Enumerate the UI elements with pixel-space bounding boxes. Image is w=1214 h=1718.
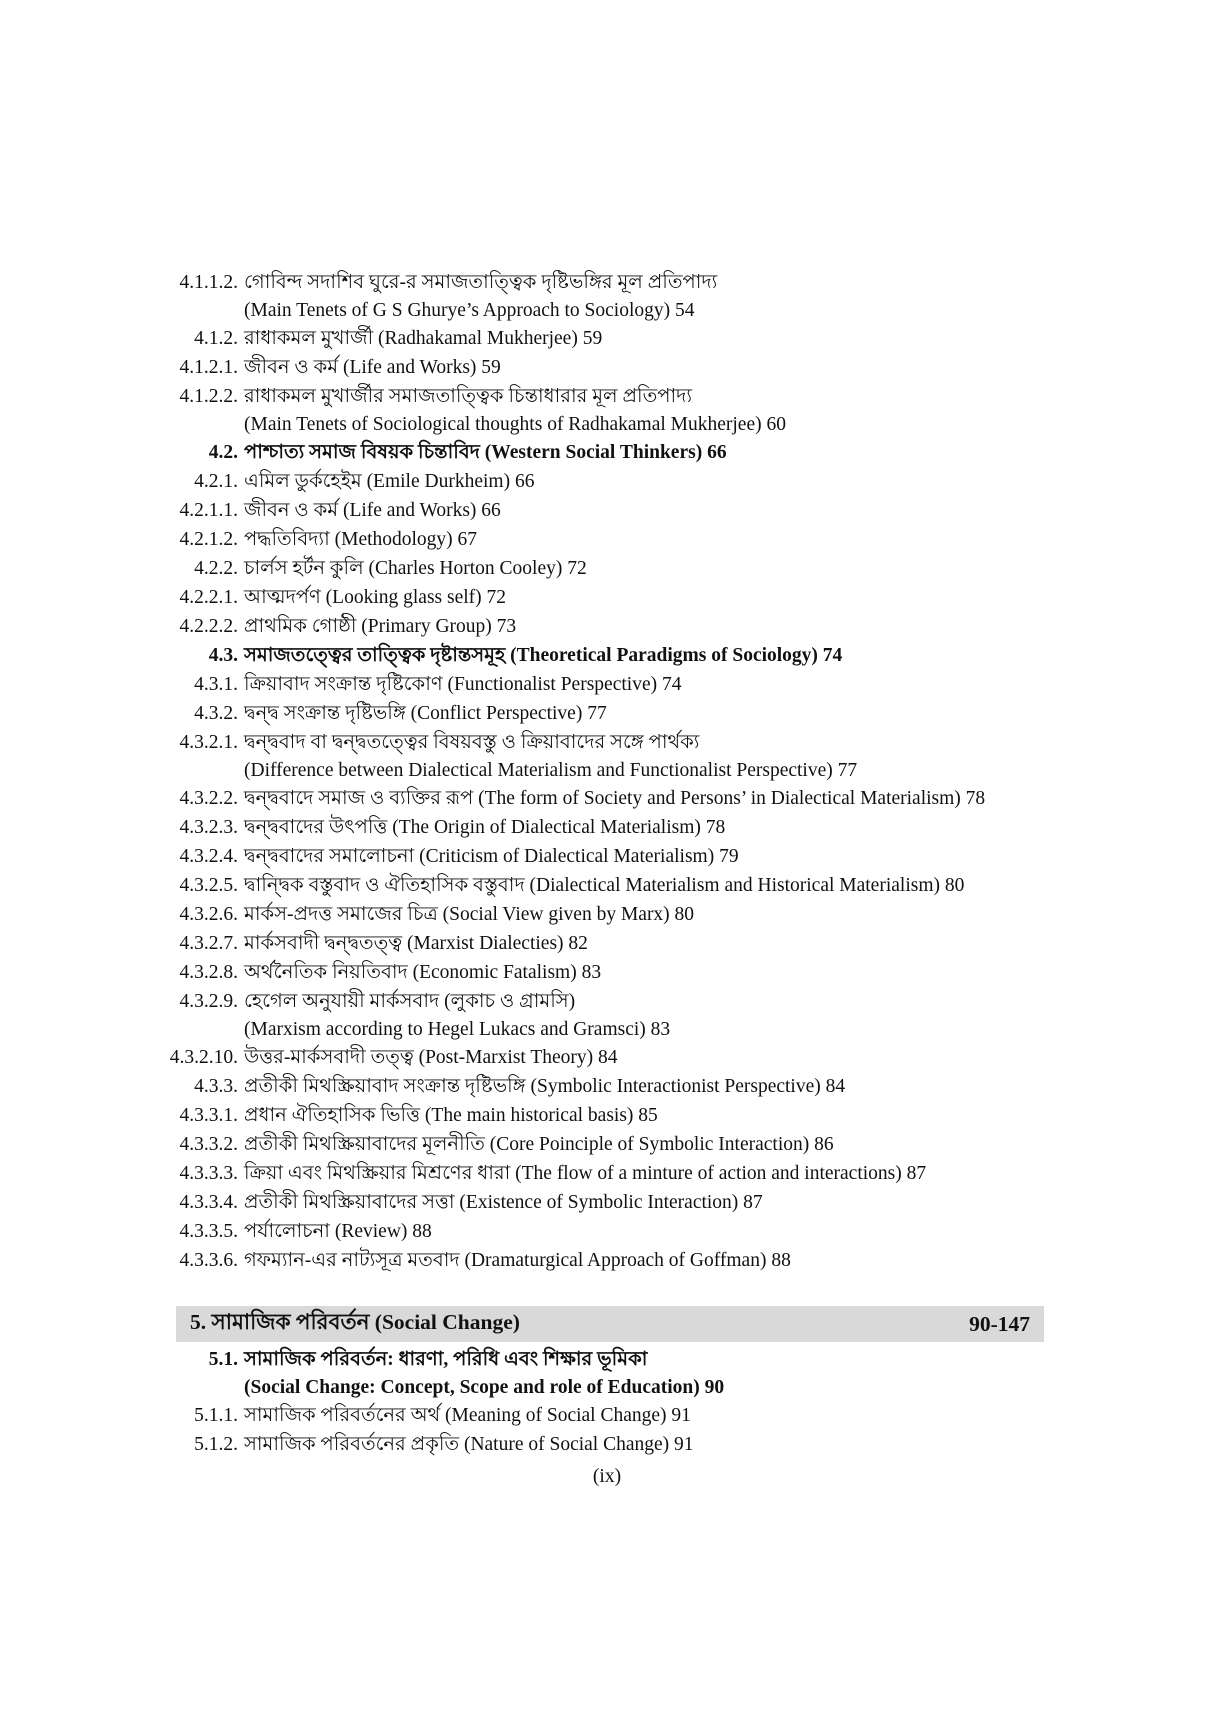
toc-entry-number: 5.1.2. — [194, 1434, 238, 1455]
page-number: (ix) — [592, 1466, 622, 1487]
toc-entry-title: মার্কস-প্রদত্ত সমাজের চিত্র (Social View given by Marx) 80 — [244, 904, 695, 925]
toc-entry-number: 5.1. — [208, 1349, 238, 1370]
toc-entry — [160, 1345, 1060, 1374]
toc-entry-title: দ্বন্দ্ব সংক্রান্ত দৃষ্টিভঙ্গি (Conflict Perspective) 77 — [244, 703, 607, 724]
toc-entry-number: 4.3.2.6. — [179, 904, 238, 925]
toc-entry-continuation: (Main Tenets of Sociological thoughts of Radhakamal Mukherjee) 60 — [244, 414, 786, 435]
toc-entry — [160, 1246, 1060, 1275]
toc-entry-number: 4.3.1. — [194, 674, 238, 695]
toc-entry-title: প্রধান ঐতিহাসিক ভিত্তি (The main historical basis) 85 — [244, 1105, 658, 1126]
toc-entry — [160, 784, 1060, 813]
toc-entry — [160, 496, 1060, 525]
toc-entry-title: সামাজিক পরিবর্তনের প্রকৃতি (Nature of Social Change) 91 — [244, 1434, 694, 1455]
toc-entry-title: গফম্যান-এর নাট্যসূত্র মতবাদ (Dramaturgical Approach of Goffman) 88 — [244, 1250, 791, 1271]
toc-entry — [160, 554, 1060, 583]
toc-entry-title: পাশ্চাত্য সমাজ বিষয়ক চিন্তাবিদ (Western Social Thinkers) 66 — [244, 442, 727, 463]
toc-entry — [160, 842, 1060, 871]
toc-entry-number: 4.3.2.1. — [179, 732, 238, 753]
toc-entry-number: 4.3.3.2. — [179, 1134, 238, 1155]
toc-entry-number: 4.3.2.3. — [179, 817, 238, 838]
toc-entry — [160, 728, 1060, 757]
toc-entry-continuation: (Social Change: Concept, Scope and role of Education) 90 — [244, 1377, 725, 1398]
toc-entry — [160, 583, 1060, 612]
toc-entry-title: চার্লস হর্টন কুলি (Charles Horton Cooley) 72 — [244, 558, 587, 579]
chapter-heading — [176, 1306, 1044, 1342]
toc-entry-number: 4.1.1.2. — [179, 272, 238, 293]
toc-entry — [160, 900, 1060, 929]
toc-entry — [160, 438, 1060, 467]
toc-entry-number: 4.3.2.10. — [169, 1047, 238, 1068]
toc-entry — [160, 1130, 1060, 1159]
toc-entry-number: 4.1.2.2. — [179, 386, 238, 407]
toc-entry-title: উত্তর-মার্কসবাদী তত্ত্ব (Post-Marxist Theory) 84 — [244, 1047, 618, 1068]
table-of-contents-continued — [160, 1345, 1060, 1459]
toc-entry-title: রাধাকমল মুখার্জী (Radhakamal Mukherjee) 59 — [244, 328, 603, 349]
table-of-contents — [160, 268, 1060, 1275]
toc-entry — [160, 525, 1060, 554]
toc-entry-title: জীবন ও কর্ম (Life and Works) 59 — [244, 357, 501, 378]
toc-entry-title: এমিল ডুর্কহেইম (Emile Durkheim) 66 — [244, 471, 535, 492]
chapter-title: 5. সামাজিক পরিবর্তন (Social Change) — [190, 1310, 520, 1334]
toc-entry — [160, 641, 1060, 670]
toc-entry-title: রাধাকমল মুখার্জীর সমাজতাত্ত্বিক চিন্তাধারার মূল প্রতিপাদ্য — [244, 386, 693, 407]
toc-entry-number: 4.3.2.5. — [179, 875, 238, 896]
toc-entry-number: 4.3.2.9. — [179, 991, 238, 1012]
toc-entry-title: ক্রিয়া এবং মিথস্ক্রিয়ার মিশ্রণের ধারা (The flow of a minture of action and interactions) 87 — [244, 1163, 927, 1184]
toc-entry — [160, 1072, 1060, 1101]
toc-entry-title: হেগেল অনুযায়ী মার্কসবাদ (লুকাচ ও গ্রামসি) — [244, 991, 576, 1012]
toc-entry — [160, 1101, 1060, 1130]
toc-entry-continuation: (Difference between Dialectical Materialism and Functionalist Perspective) 77 — [244, 760, 858, 781]
toc-entry — [160, 382, 1060, 411]
toc-entry-number: 4.3.2. — [194, 703, 238, 724]
toc-entry — [160, 1043, 1060, 1072]
toc-entry-number: 4.3.2.4. — [179, 846, 238, 867]
toc-entry-number: 4.3.2.2. — [179, 788, 238, 809]
toc-entry-number: 4.3.2.8. — [179, 962, 238, 983]
toc-entry — [160, 871, 1060, 900]
toc-entry-title: পদ্ধতিবিদ্যা (Methodology) 67 — [244, 529, 478, 550]
toc-entry — [160, 1188, 1060, 1217]
toc-entry-number: 4.3.2.7. — [179, 933, 238, 954]
toc-entry-title: গোবিন্দ সদাশিব ঘুরে-র সমাজতাত্ত্বিক দৃষ্টিভঙ্গির মূল প্রতিপাদ্য — [244, 272, 718, 293]
toc-entry-number: 4.2.1. — [194, 471, 238, 492]
toc-entry — [160, 268, 1060, 297]
toc-entry-title: প্রাথমিক গোষ্ঠী (Primary Group) 73 — [244, 616, 517, 637]
toc-entry-title: প্রতীকী মিথস্ক্রিয়াবাদের সত্তা (Existence of Symbolic Interaction) 87 — [244, 1192, 763, 1213]
toc-entry — [160, 670, 1060, 699]
toc-entry — [160, 1401, 1060, 1430]
toc-entry-title: সামাজিক পরিবর্তন: ধারণা, পরিধি এবং শিক্ষার ভূমিকা — [244, 1349, 648, 1370]
toc-entry — [160, 324, 1060, 353]
toc-entry-number: 4.2. — [208, 442, 238, 463]
toc-entry-number: 4.3.3.5. — [179, 1221, 238, 1242]
toc-entry-title: প্রতীকী মিথস্ক্রিয়াবাদ সংক্রান্ত দৃষ্টিভঙ্গি (Symbolic Interactionist Perspective) 84 — [244, 1076, 846, 1097]
toc-entry-title: দ্বন্দ্ববাদে সমাজ ও ব্যক্তির রূপ (The form of Society and Persons’ in Dialectical Materialism) 78 — [244, 788, 986, 809]
toc-entry — [160, 612, 1060, 641]
toc-entry — [160, 813, 1060, 842]
toc-entry-number: 4.3. — [208, 645, 238, 666]
toc-entry — [160, 699, 1060, 728]
toc-entry-number: 4.3.3.4. — [179, 1192, 238, 1213]
toc-entry — [160, 467, 1060, 496]
toc-entry-title: জীবন ও কর্ম (Life and Works) 66 — [244, 500, 501, 521]
toc-entry-title: অর্থনৈতিক নিয়তিবাদ (Economic Fatalism) 83 — [244, 962, 602, 983]
toc-entry-continuation: (Marxism according to Hegel Lukacs and Gramsci) 83 — [244, 1019, 671, 1040]
toc-entry-title: প্রতীকী মিথস্ক্রিয়াবাদের মূলনীতি (Core Poinciple of Symbolic Interaction) 86 — [244, 1134, 834, 1155]
toc-entry — [160, 958, 1060, 987]
toc-entry-number: 4.2.2. — [194, 558, 238, 579]
toc-entry-title: দ্বন্দ্ববাদ বা দ্বন্দ্বতত্ত্বের বিষয়বস্তু ও ক্রিয়াবাদের সঙ্গে পার্থক্য — [244, 732, 700, 753]
toc-entry-title: দ্বান্দ্বিক বস্তুবাদ ও ঐতিহাসিক বস্তুবাদ (Dialectical Materialism and Historical Materialism) 80 — [244, 875, 965, 896]
toc-entry-title: ক্রিয়াবাদ সংক্রান্ত দৃষ্টিকোণ (Functionalist Perspective) 74 — [244, 674, 682, 695]
chapter-pages: 90-147 — [969, 1311, 1030, 1336]
toc-entry-title: মার্কসবাদী দ্বন্দ্বতত্ত্ব (Marxist Dialecties) 82 — [244, 933, 588, 954]
toc-entry-title: দ্বন্দ্ববাদের উৎপত্তি (The Origin of Dialectical Materialism) 78 — [244, 817, 726, 838]
toc-entry-title: সামাজিক পরিবর্তনের অর্থ (Meaning of Social Change) 91 — [244, 1405, 691, 1426]
toc-entry — [160, 1217, 1060, 1246]
toc-entry-title: দ্বন্দ্ববাদের সমালোচনা (Criticism of Dialectical Materialism) 79 — [244, 846, 739, 867]
toc-entry — [160, 353, 1060, 382]
toc-entry — [160, 987, 1060, 1016]
toc-entry-number: 4.3.3. — [194, 1076, 238, 1097]
toc-entry-number: 4.2.1.1. — [179, 500, 238, 521]
toc-entry-continuation: (Main Tenets of G S Ghurye’s Approach to Sociology) 54 — [244, 300, 695, 321]
toc-entry — [160, 929, 1060, 958]
toc-entry-number: 4.1.2. — [194, 328, 238, 349]
toc-entry-number: 4.1.2.1. — [179, 357, 238, 378]
toc-entry-number: 5.1.1. — [194, 1405, 238, 1426]
toc-entry — [160, 1159, 1060, 1188]
toc-entry-title: সমাজতত্ত্বের তাত্ত্বিক দৃষ্টান্তসমূহ (Theoretical Paradigms of Sociology) 74 — [244, 645, 843, 666]
toc-entry-number: 4.3.3.3. — [179, 1163, 238, 1184]
toc-entry-number: 4.2.2.1. — [179, 587, 238, 608]
toc-entry-number: 4.2.2.2. — [179, 616, 238, 637]
toc-entry-title: পর্যালোচনা (Review) 88 — [244, 1221, 432, 1242]
toc-entry-number: 4.3.3.6. — [179, 1250, 238, 1271]
toc-entry-number: 4.2.1.2. — [179, 529, 238, 550]
toc-entry-number: 4.3.3.1. — [179, 1105, 238, 1126]
toc-entry-title: আত্মদর্পণ (Looking glass self) 72 — [244, 587, 507, 608]
toc-entry — [160, 1430, 1060, 1459]
